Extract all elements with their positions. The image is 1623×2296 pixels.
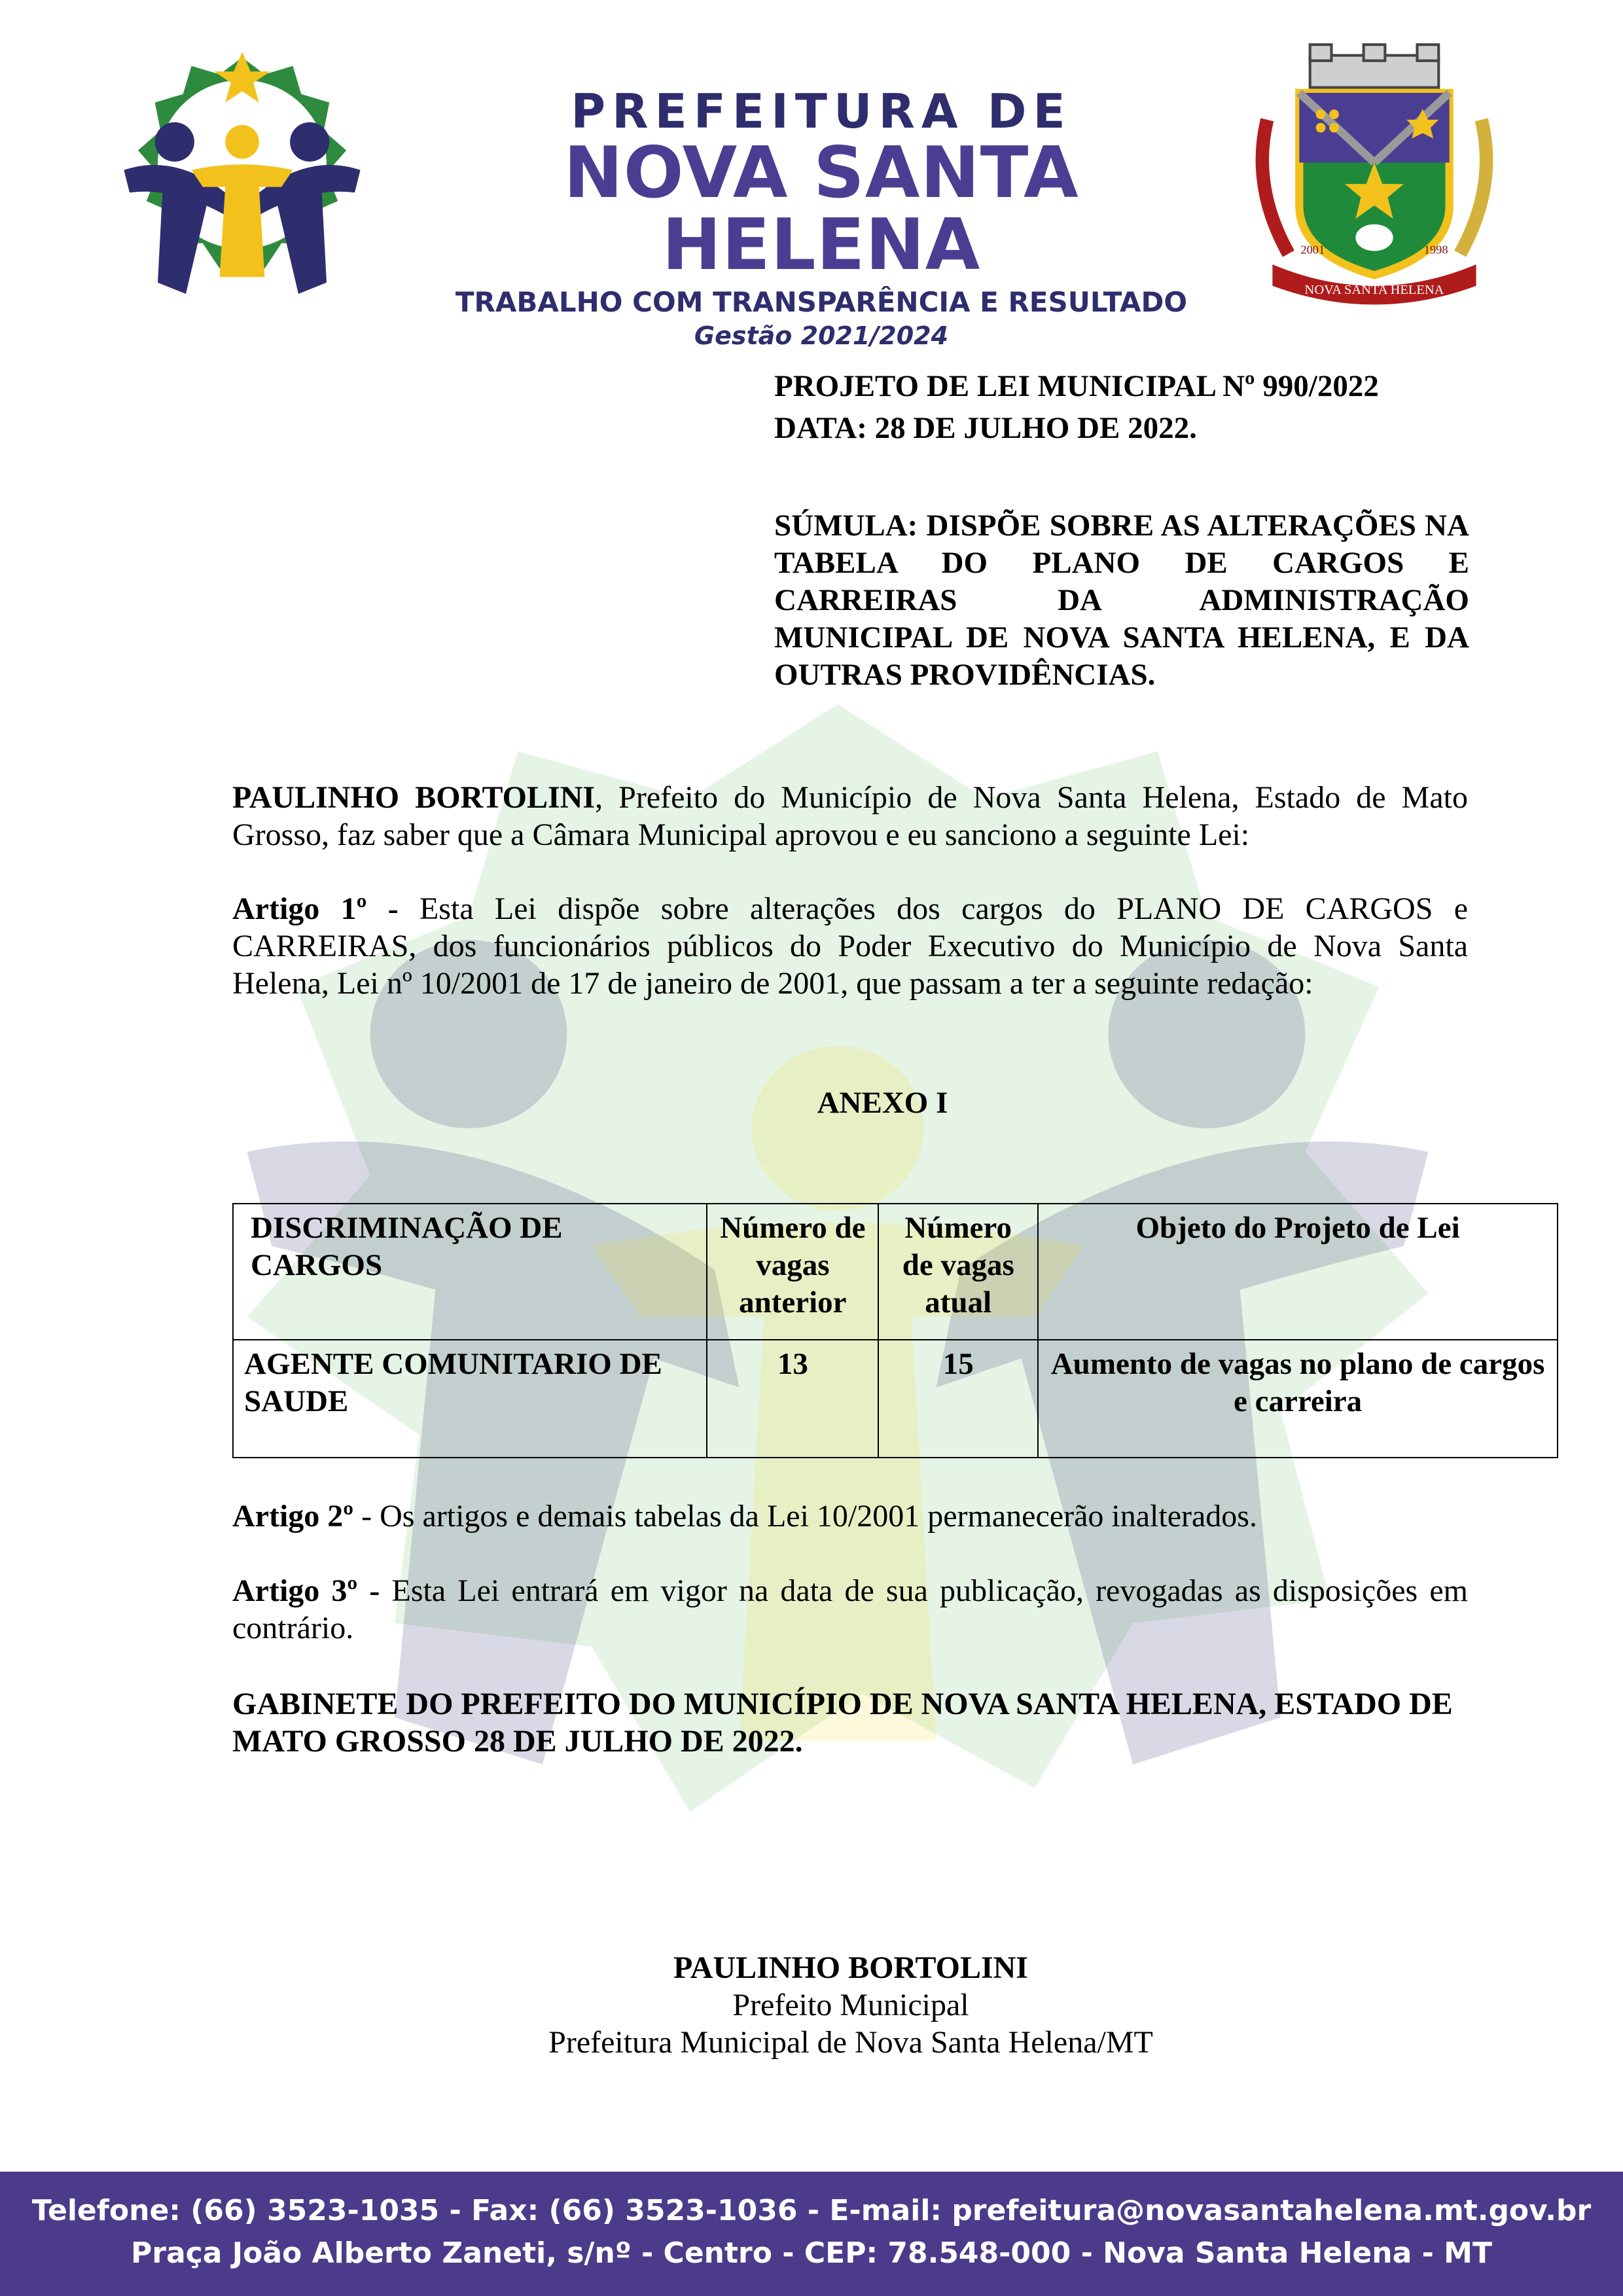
table-row: [233, 1340, 1558, 1458]
header-line-prefeitura: PREFEITURA DE: [571, 84, 1072, 139]
sumula: SÚMULA: DISPÕE SOBRE AS ALTERAÇÕES NA TABELA DO PLANO DE CARGOS E CARREIRAS DA ADMINISTRAÇÃO MUNICIPAL DE NOVA SANTA HELENA, E DA OUTRAS PROVIDÊNCIAS.: [774, 509, 1469, 692]
prefeitura-logo: [95, 41, 389, 322]
article-2: [232, 1498, 1468, 1535]
signature-block: [458, 1949, 1243, 2061]
cell-vagas-atual: 15: [878, 1340, 1038, 1458]
closing-statement: GABINETE DO PREFEITO DO MUNICÍPIO DE NOVA SANTA HELENA, ESTADO DE MATO GROSSO 28 DE JULHO DE 2022.: [232, 1687, 1453, 1759]
header-vagas-anterior: Número de vagas anterior: [707, 1204, 878, 1340]
footer-contact: Telefone: (66) 3523-1035 - Fax: (66) 3523-1036 - E-mail: prefeitura@novasantahelena.mt.gov.br: [31, 2194, 1592, 2227]
cargos-table: [232, 1203, 1558, 1458]
signature-name: PAULINHO BORTOLINI: [673, 1950, 1028, 1985]
article-2-text: - Os artigos e demais tabelas da Lei 10/2001 permanecerão inalterados.: [353, 1499, 1257, 1534]
intro-paragraph: [232, 779, 1468, 853]
footer-bar: [0, 2172, 1623, 2296]
intro-text: , Prefeito do Município de Nova Santa Helena, Estado de Mato Grosso, faz saber que a Câmara Municipal aprovou e eu sanciono a seguinte Lei:: [232, 780, 1469, 852]
signature-org: Prefeitura Municipal de Nova Santa Helena/MT: [548, 2025, 1153, 2060]
article-1-label: Artigo 1º -: [232, 891, 399, 926]
coat-ribbon-text: NOVA SANTA HELENA: [1304, 283, 1444, 298]
article-3-label: Artigo 3º -: [232, 1573, 380, 1608]
intro-name: PAULINHO BORTOLINI: [232, 780, 596, 815]
annex-title: ANEXO I: [817, 1086, 948, 1120]
article-1: [232, 890, 1468, 1002]
cell-cargo: AGENTE COMUNITARIO DE SAUDE: [233, 1340, 707, 1458]
coat-of-arms-icon: [1240, 39, 1508, 321]
article-1-text: Esta Lei dispõe sobre alterações dos cargos do PLANO DE CARGOS e CARREIRAS, dos funcionários públicos do Poder Executivo do Município de Nova Santa Helena, Lei nº 10/2001 de 17 de janeiro de 2001, que passam a ter a seguinte redação:: [232, 891, 1468, 1001]
project-title: [774, 365, 1468, 449]
cell-vagas-anterior: 13: [707, 1340, 878, 1458]
header-cargos: DISCRIMINAÇÃO DE CARGOS: [233, 1204, 707, 1340]
header-line-city: NOVA SANTA HELENA: [563, 132, 1079, 286]
header-line-slogan: TRABALHO COM TRANSPARÊNCIA E RESULTADO: [455, 286, 1188, 318]
project-number: PROJETO DE LEI MUNICIPAL Nº 990/2022: [774, 369, 1379, 403]
table-header-row: [233, 1204, 1558, 1340]
article-3-text: Esta Lei entrará em vigor na data de sua publicação, revogadas as disposições em contrário.: [232, 1573, 1468, 1645]
cell-objeto: Aumento de vagas no plano de cargos e carreira: [1038, 1340, 1558, 1458]
header-title-block: [452, 85, 1191, 351]
article-3: [232, 1572, 1468, 1647]
project-date: DATA: 28 DE JULHO DE 2022.: [774, 411, 1197, 445]
header-objeto: Objeto do Projeto de Lei: [1038, 1204, 1558, 1340]
coat-year-left: 2001: [1300, 243, 1325, 257]
coat-year-right: 1998: [1423, 243, 1448, 257]
header-line-gestao: Gestão 2021/2024: [694, 321, 949, 350]
footer-address: Praça João Alberto Zaneti, s/nº - Centro - CEP: 78.548-000 - Nova Santa Helena - MT: [131, 2236, 1492, 2270]
article-2-label: Artigo 2º: [232, 1499, 354, 1534]
header-vagas-atual: Número de vagas atual: [878, 1204, 1038, 1340]
signature-title: Prefeito Municipal: [732, 1988, 969, 2022]
